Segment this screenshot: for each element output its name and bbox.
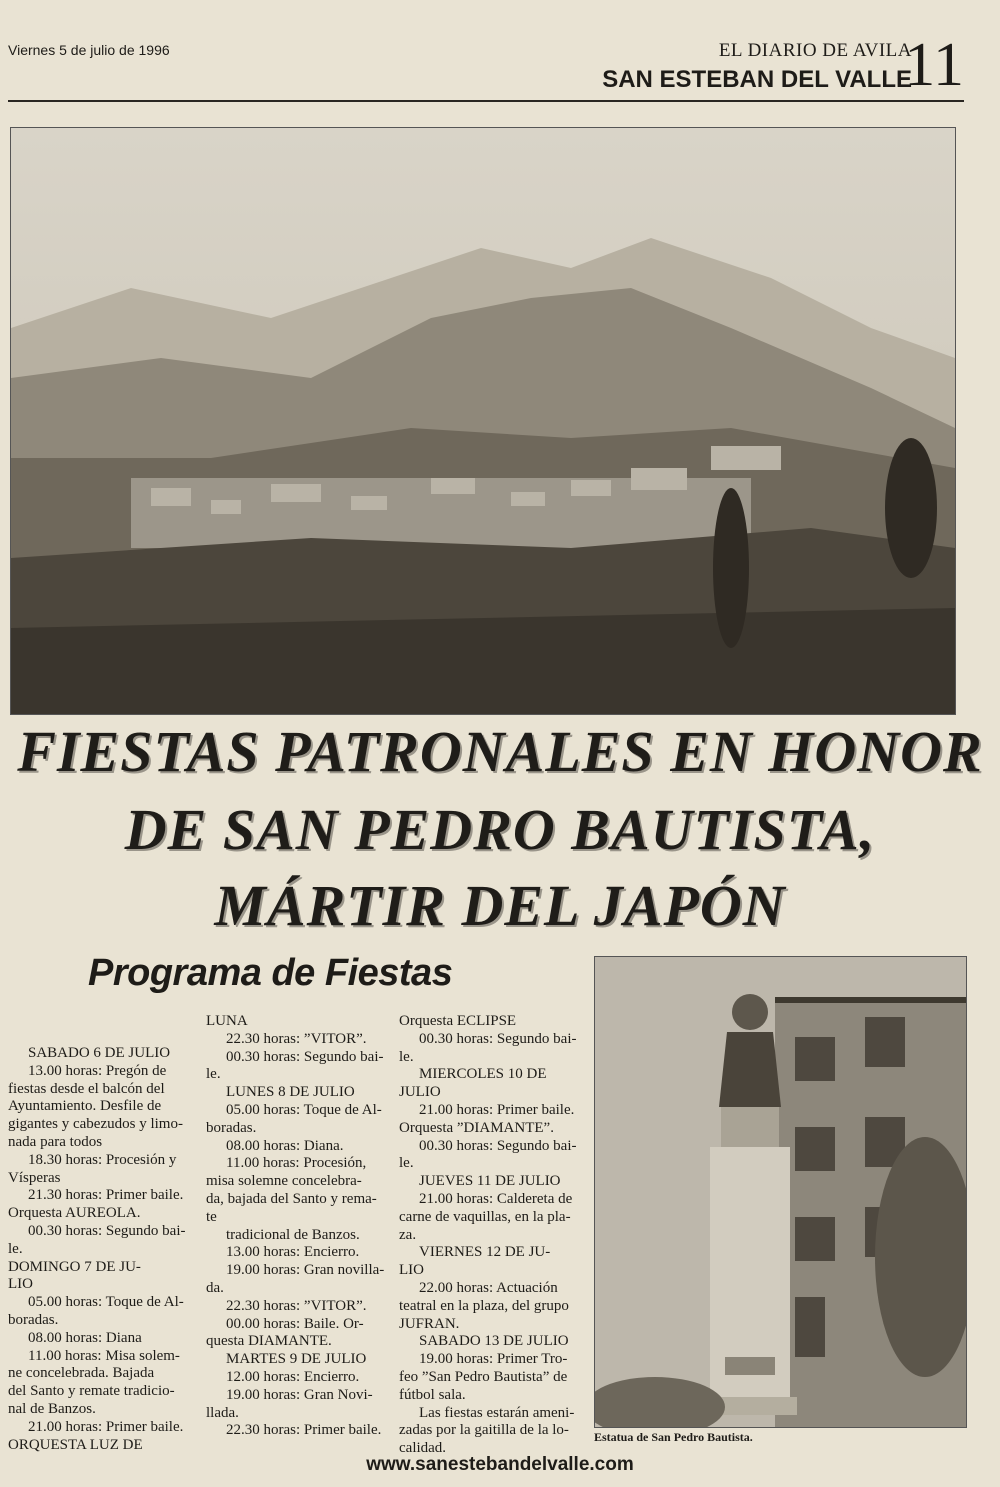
program-line: le.: [8, 1240, 23, 1257]
program-line: questa DIAMANTE.: [206, 1333, 332, 1350]
headline-line-1: FIESTAS PATRONALES EN HONOR: [17, 719, 983, 784]
program-line: zadas por la gaitilla de la lo-: [399, 1422, 569, 1439]
program-line: del Santo y remate tradicio-: [8, 1383, 175, 1400]
program-line: SABADO 6 DE JULIO: [28, 1045, 171, 1061]
program-line: JULIO: [399, 1084, 441, 1101]
program-line: 19.00 horas: Gran novilla-: [226, 1262, 385, 1279]
program-column-2: [206, 1013, 386, 1440]
program-line: nal de Banzos.: [8, 1400, 96, 1417]
program-line: nada para todos: [8, 1133, 103, 1150]
program-line: 13.00 horas: Pregón de: [28, 1062, 167, 1079]
program-line: za.: [399, 1226, 417, 1243]
landscape-photo: [10, 127, 956, 715]
program-line: 18.30 horas: Procesión y: [28, 1151, 177, 1168]
program-line: fiestas desde el balcón del: [8, 1080, 165, 1097]
headline-line-3: MÁRTIR DEL JAPÓN: [214, 873, 786, 938]
program-line: 21.00 horas: Caldereta de: [419, 1190, 573, 1207]
program-line: 05.00 horas: Toque de Al-: [226, 1101, 382, 1118]
program-line: LUNA: [206, 1013, 248, 1029]
section-title: SAN ESTEBAN DEL VALLE: [602, 66, 912, 93]
program-line: 00.30 horas: Segundo bai-: [419, 1030, 577, 1047]
program-line: JUFRAN.: [399, 1315, 460, 1332]
program-line: 11.00 horas: Misa solem-: [28, 1347, 180, 1364]
program-line: calidad.: [399, 1440, 447, 1457]
program-line: le.: [206, 1066, 221, 1083]
program-line: LIO: [399, 1262, 424, 1279]
program-line: Orquesta ECLIPSE: [399, 1013, 517, 1029]
program-line: 08.00 horas: Diana: [28, 1329, 142, 1346]
program-line: Vísperas: [8, 1169, 61, 1186]
program-line: 13.00 horas: Encierro.: [226, 1244, 360, 1261]
program-line: 00.00 horas: Baile. Or-: [226, 1315, 364, 1332]
header-rule: [8, 100, 964, 102]
program-line: tradicional de Banzos.: [226, 1226, 360, 1243]
program-line: 19.00 horas: Gran Novi-: [226, 1386, 373, 1403]
statue-photo: [594, 956, 967, 1428]
program-line: boradas.: [8, 1311, 59, 1328]
program-line: 21.30 horas: Primer baile.: [28, 1187, 184, 1204]
program-line: te: [206, 1208, 217, 1225]
program-line: DOMINGO 7 DE JU-: [8, 1258, 141, 1275]
program-line: MARTES 9 DE JULIO: [226, 1351, 367, 1368]
program-line: LIO: [8, 1276, 33, 1293]
program-line: feo ”San Pedro Bautista” de: [399, 1368, 568, 1385]
program-line: 22.30 horas: Primer baile.: [226, 1422, 382, 1439]
program-line: le.: [399, 1155, 414, 1172]
program-line: 22.30 horas: ”VITOR”.: [226, 1030, 367, 1047]
website-link[interactable]: www.sanestebandelvalle.com: [366, 1454, 634, 1475]
program-line: 22.30 horas: ”VITOR”.: [226, 1297, 367, 1314]
program-line: 22.00 horas: Actuación: [419, 1279, 558, 1296]
program-line: Las fiestas estarán ameni-: [419, 1404, 575, 1421]
program-line: 08.00 horas: Diana.: [226, 1137, 344, 1154]
program-line: JUEVES 11 DE JULIO: [419, 1173, 561, 1190]
program-column-1: [8, 1045, 188, 1454]
program-line: MIERCOLES 10 DE: [419, 1066, 547, 1083]
issue-date: Viernes 5 de julio de 1996: [8, 42, 170, 58]
program-line: teatral en la plaza, del grupo: [399, 1297, 569, 1314]
program-column-3: [399, 1013, 579, 1458]
program-line: le.: [399, 1048, 414, 1065]
headline-line-2: DE SAN PEDRO BAUTISTA,: [124, 797, 876, 862]
program-subheading: Programa de Fiestas: [88, 952, 453, 994]
program-line: 00.30 horas: Segundo bai-: [28, 1222, 186, 1239]
program-line: Orquesta AUREOLA.: [8, 1205, 141, 1222]
program-line: boradas.: [206, 1119, 257, 1136]
program-line: Orquesta ”DIAMANTE”.: [399, 1119, 554, 1136]
program-line: da, bajada del Santo y rema-: [206, 1190, 377, 1207]
program-line: fútbol sala.: [399, 1386, 466, 1403]
program-line: 19.00 horas: Primer Tro-: [419, 1351, 568, 1368]
program-line: 21.00 horas: Primer baile.: [28, 1418, 184, 1435]
program-line: llada.: [206, 1404, 239, 1421]
program-line: SABADO 13 DE JULIO: [419, 1333, 569, 1350]
program-line: 00.30 horas: Segundo bai-: [419, 1137, 577, 1154]
newspaper-name: EL DIARIO DE AVILA: [718, 40, 912, 61]
program-line: 21.00 horas: Primer baile.: [419, 1101, 575, 1118]
program-line: gigantes y cabezudos y limo-: [8, 1116, 183, 1133]
program-line: ORQUESTA LUZ DE: [8, 1436, 143, 1453]
program-line: misa solemne concelebra-: [206, 1173, 362, 1190]
page-number: 11: [904, 31, 964, 99]
program-line: 12.00 horas: Encierro.: [226, 1368, 360, 1385]
program-line: 00.30 horas: Segundo bai-: [226, 1048, 384, 1065]
program-line: LUNES 8 DE JULIO: [226, 1084, 355, 1101]
program-line: da.: [206, 1279, 224, 1296]
program-line: carne de vaquillas, en la pla-: [399, 1208, 571, 1225]
statue-caption: Estatua de San Pedro Bautista.: [594, 1430, 753, 1444]
program-line: VIERNES 12 DE JU-: [419, 1244, 551, 1261]
program-line: Ayuntamiento. Desfile de: [8, 1098, 162, 1115]
program-line: 11.00 horas: Procesión,: [226, 1155, 367, 1172]
program-line: ne concelebrada. Bajada: [8, 1365, 155, 1382]
program-line: 05.00 horas: Toque de Al-: [28, 1294, 184, 1311]
